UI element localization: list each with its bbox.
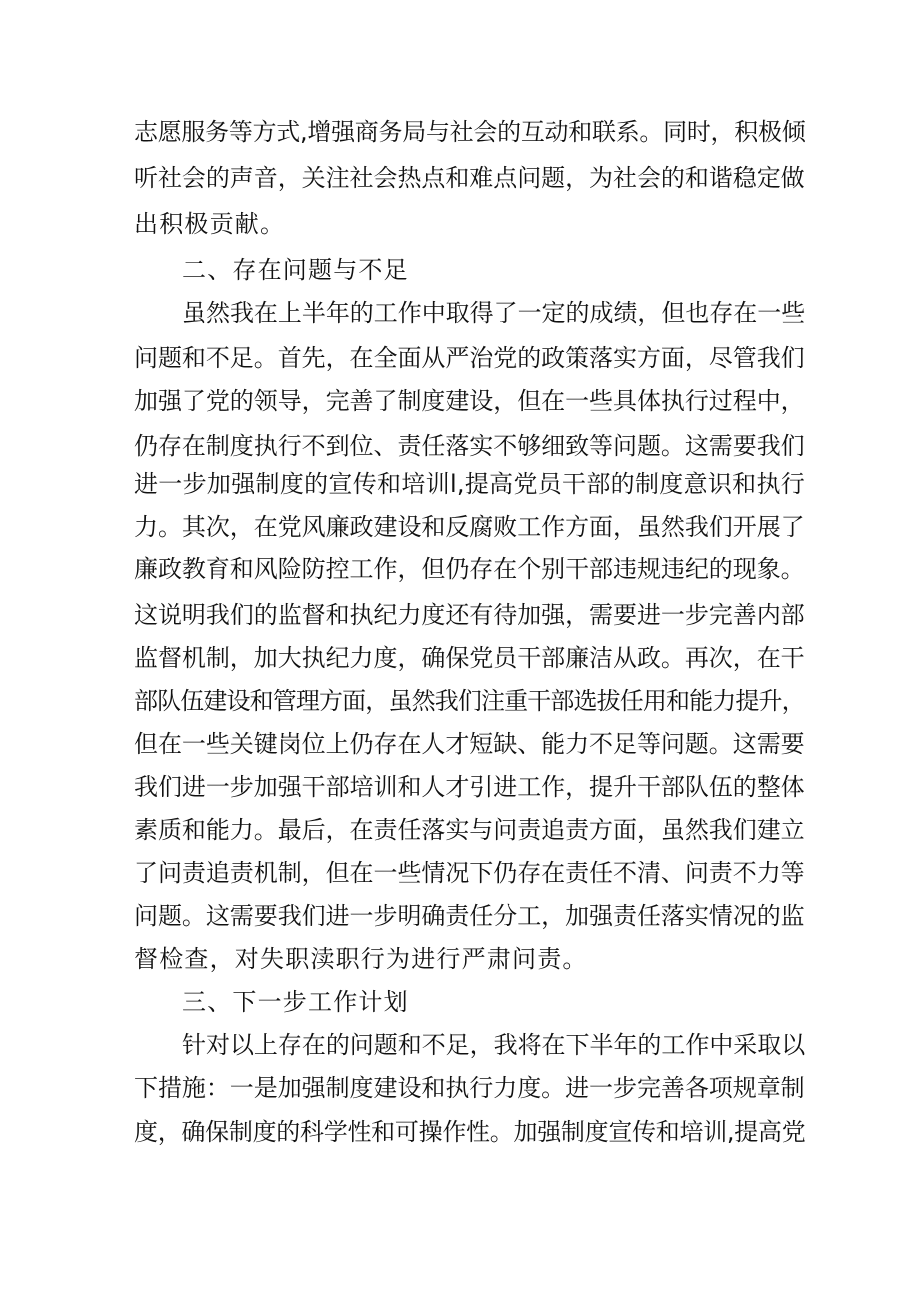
- text-line: 进一步加强制度的宣传和培训l,提高党员干部的制度意识和执行: [134, 470, 806, 498]
- text-line: 虽然我在上半年的工作中取得了一定的成绩，但也存在一些: [182, 299, 806, 327]
- text-line: 下措施：一是加强制度建设和执行力度。进一步完善各项规章制: [134, 1074, 805, 1102]
- text-line: 力。其次，在党风廉政建设和反腐败工作方面，虽然我们开展了: [134, 513, 805, 541]
- text-line: 督检查，对失职渎职行为进行严肃问责。: [134, 945, 588, 973]
- text-line: 监督机制，加大执纪力度，确保党员干部廉洁从政。再次，在干: [134, 644, 805, 672]
- text-line: 仍存在制度执行不到位、责任落实不够细致等问题。这需要我们: [134, 432, 805, 460]
- section-heading: 三、下一步工作计划: [182, 988, 409, 1016]
- text-line: 问题和不足。首先，在全面从严治党的政策落实方面，尽管我们: [134, 344, 805, 372]
- text-line: 廉政教育和风险防控工作，但仍存在个别干部违规违纪的现象。: [134, 555, 805, 583]
- text-line: 问题。这需要我们进一步明确责任分工，加强责任落实情况的监: [134, 902, 805, 930]
- text-line: 度，确保制度的科学性和可操作性。加强制度宣传和培训,提高党: [134, 1118, 806, 1146]
- text-line: 听社会的声音，关注社会热点和难点问题，为社会的和谐稳定做: [134, 164, 805, 192]
- text-line: 但在一些关键岗位上仍存在人才短缺、能力不足等问题。这需要: [134, 730, 805, 758]
- text-line: 针对以上存在的问题和不足，我将在下半年的工作中采取以: [182, 1031, 806, 1059]
- text-line: 我们进一步加强干部培训和人才引进工作，提升干部队伍的整体: [134, 773, 805, 801]
- text-line: 了问责追责机制，但在一些情况下仍存在责任不清、问责不力等: [134, 859, 805, 887]
- text-line: 志愿服务等方式,增强商务局与社会的互动和联系。同时，积极倾: [134, 118, 806, 146]
- text-line: 这说明我们的监督和执纪力度还有待加强，需要进一步完善内部: [134, 601, 805, 629]
- text-line: 素质和能力。最后，在责任落实与问责追责方面，虽然我们建立: [134, 816, 805, 844]
- section-heading: 二、存在问题与不足: [182, 256, 409, 284]
- text-line: 加强了党的领导，完善了制度建设，但在一些具体执行过程中，: [134, 387, 805, 415]
- text-line: 出积极贡献。: [134, 210, 286, 238]
- text-line: 部队伍建设和管理方面，虽然我们注重干部选拔任用和能力提升，: [134, 687, 805, 715]
